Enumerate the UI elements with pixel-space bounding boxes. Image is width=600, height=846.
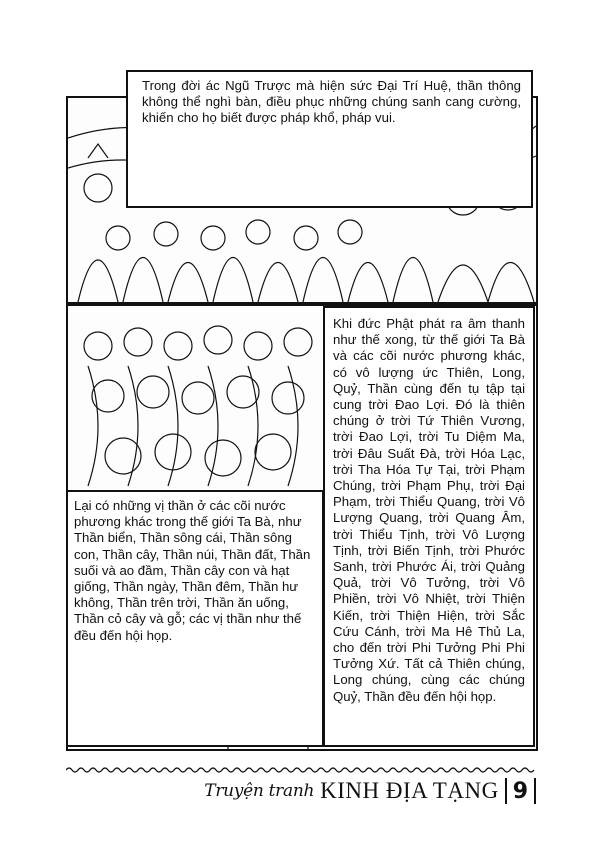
page-footer xyxy=(204,778,536,804)
page-number: 9 xyxy=(512,778,528,804)
caption-right: Khi đức Phật phát ra âm thanh như thế xong, từ thế giới Ta Bà và các cõi nước phương khác, có vô lượng ức Thiên, Long, Quỷ, Thần cùng đến tụ tập tại cung trời Đao Lợi. Đó là thiên chúng ở trời Tứ Thiên Vương, trời Đao Lợi, trời Tu Diệm Ma, trời Đâu Suất Đà, trời Hóa Lạc, trời Tha Hóa Tự Tại, trời Phạm Chúng, trời Phạm Phụ, trời Đại Phạm, trời Thiểu Quang, trời Vô Lượng Quang, trời Quang Âm, trời Thiểu Tịnh, trời Vô Lượng Tịnh, trời Biến Tịnh, trời Phước Sanh, trời Phước Ái, trời Quảng Quả, trời Vô Tưởng, trời Vô Phiền, trời Vô Nhiệt, trời Thiện Kiến, trời Thiện Hiện, trời Sắc Cứu Cánh, trời Ma Hê Thủ La, cho đến trời Phi Tưởng Phi Phi Tưởng Xứ. Tất cả Thiên chúng, Long chúng, cùng các chúng Quỷ, Thần đều đến hội họp. xyxy=(323,306,535,747)
footer-divider xyxy=(66,766,536,774)
footer-separator xyxy=(505,778,507,804)
footer-separator-right xyxy=(534,778,536,804)
book-title: KINH ĐỊA TẠNG xyxy=(320,778,499,803)
caption-left: Lại có những vị thần ở các cõi nước phương khác trong thế giới Ta Bà, như Thần biển, Thần sông cái, Thần sông con, Thần cây, Thần núi, Thần đất, Thần suối và ao đầm, Thần cây con và hạt giống, Thần ngày, Thần đêm, Thần hư không, Thần trên trời, Thần ăn uống, Thần cỏ cây và gỗ; các vị thần như thế đều đến hội họp. xyxy=(66,490,324,747)
brand-script: Truyện tranh xyxy=(204,781,315,801)
caption-top: Trong đời ác Ngũ Trược mà hiện sức Đại Trí Huệ, thần thông không thể nghì bàn, điều phục những chúng sanh cang cường, khiến cho họ biết được pháp khổ, pháp vui. xyxy=(126,70,533,208)
